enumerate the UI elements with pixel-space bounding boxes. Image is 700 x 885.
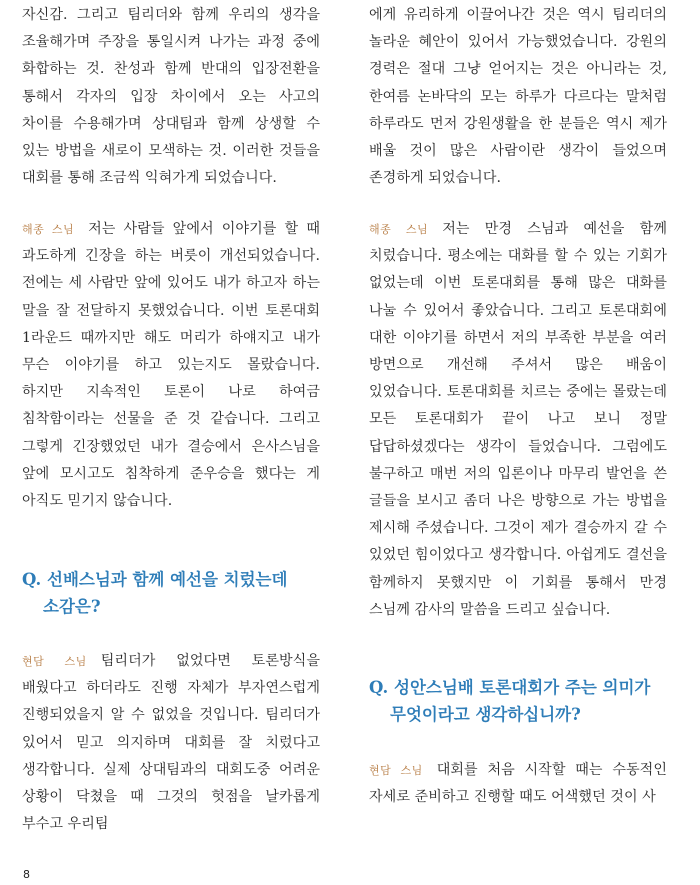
intro-paragraph: 에게 유리하게 이끌어나간 것은 역시 팀리더의 놀라운 혜안이 있어서 가능했었습니다. 강원의 경력은 절대 그냥 얻어지는 것은 아니라는 것, 한여름 논바닥의 모는 하루가 다르다는 말처럼 하루라도 먼저 강원생활을 한 분들은 역시 제가 배울 것이 많은 사람이란 생각이 들었으며 존경하게 되었습니다. <box>369 7 667 187</box>
intro-paragraph: 자신감. 그리고 팀리더와 함께 우리의 생각을 조율해가며 주장을 통일시켜 나가는 과정 중에 화합하는 것. 찬성과 함께 반대의 입장전환을 통해서 각자의 입장 차이에서 오는 사고의 차이를 수용해가며 상대팀과 함께 상생할 수 있는 방법을 새로이 모색하는 것. 이러한 것들을 대회를 통해 조금씩 익혀가게 되었습니다. <box>22 7 320 187</box>
speaker-name: 현담 스님 <box>369 764 423 777</box>
question-heading <box>369 674 667 728</box>
question-line-2: 소감은? <box>43 597 101 616</box>
answer-text: 팀리더가 없었다면 토론방식을 배웠다고 하더라도 진행 자체가 부자연스럽게 진행되었을지 알 수 없었을 것입니다. 팀리더가 있어서 믿고 의지하며 대회를 잘 치렀다고 생각합니다. 실제 상대팀과의 대회도중 어려운 상황이 닥쳤을 때 그것의 헛점을 날카롭게 부수고 우리팀 <box>22 653 320 833</box>
speaker-name: 현담 스님 <box>22 655 87 668</box>
question-line-2: 무엇이라고 생각하십니까? <box>390 705 581 724</box>
answer-text: 저는 사람들 앞에서 이야기를 할 때 과도하게 긴장을 하는 버릇이 개선되었습니다. 전에는 세 사람만 앞에 있어도 내가 하고자 하는 말을 잘 전달하지 못했었습니다. 이번 토론대회 1라운드 때까지만 해도 머리가 하얘지고 내가 무슨 이야기를 하고 있는지도 몰랐습니다. 하지만 지속적인 토론이 나로 하여금 침착함이라는 선물을 준 것 같습니다. 그리고 그렇게 긴장했었던 내가 결승에서 은사스님을 앞에 모시고도 침착하게 준우승을 했다는 게 아직도 믿기지 않습니다. <box>22 221 320 510</box>
answer-text: 대회를 처음 시작할 때는 수동적인 자세로 준비하고 진행할 때도 어색했던 것이 사 <box>369 762 667 806</box>
speaker-name: 해종 스님 <box>22 223 75 236</box>
question-line-1: Q. 선배스님과 함께 예선을 치렀는데 <box>22 570 288 589</box>
page-number: 8 <box>23 868 30 881</box>
answer-paragraph <box>22 648 320 838</box>
answer-paragraph <box>22 216 320 515</box>
answer-text: 저는 만경 스님과 예선을 함께 치렀습니다. 평소에는 대화를 할 수 있는 기회가 없었는데 이번 토론대회를 통해 많은 대화를 나눌 수 있어서 좋았습니다. 그리고 토론대회에 대한 이야기를 하면서 저의 부족한 부분을 여러 방면으로 개선해 주셔서 많은 배움이 있었습니다. 토론대회를 치르는 중에는 몰랐는데 모든 토론대회가 끝이 나고 보니 정말 답답하셨겠다는 생각이 들었습니다. 그럼에도 불구하고 매번 저의 입론이나 마무리 발언을 쓴 글들을 보시고 좀더 나은 방향으로 가는 방법을 제시해 주셨습니다. 그것이 제가 결승까지 갈 수 있었던 힘이었다고 생각합니다. 아쉽게도 결선을 함께하지 못했지만 이 기회를 통해서 만경 스님께 감사의 말씀을 드리고 싶습니다. <box>369 221 667 618</box>
answer-paragraph <box>369 757 667 811</box>
answer-paragraph <box>369 216 667 624</box>
question-heading <box>22 566 320 620</box>
question-line-1: Q. 성안스님배 토론대회가 주는 의미가 <box>369 678 651 697</box>
speaker-name: 해종 스님 <box>369 223 429 236</box>
